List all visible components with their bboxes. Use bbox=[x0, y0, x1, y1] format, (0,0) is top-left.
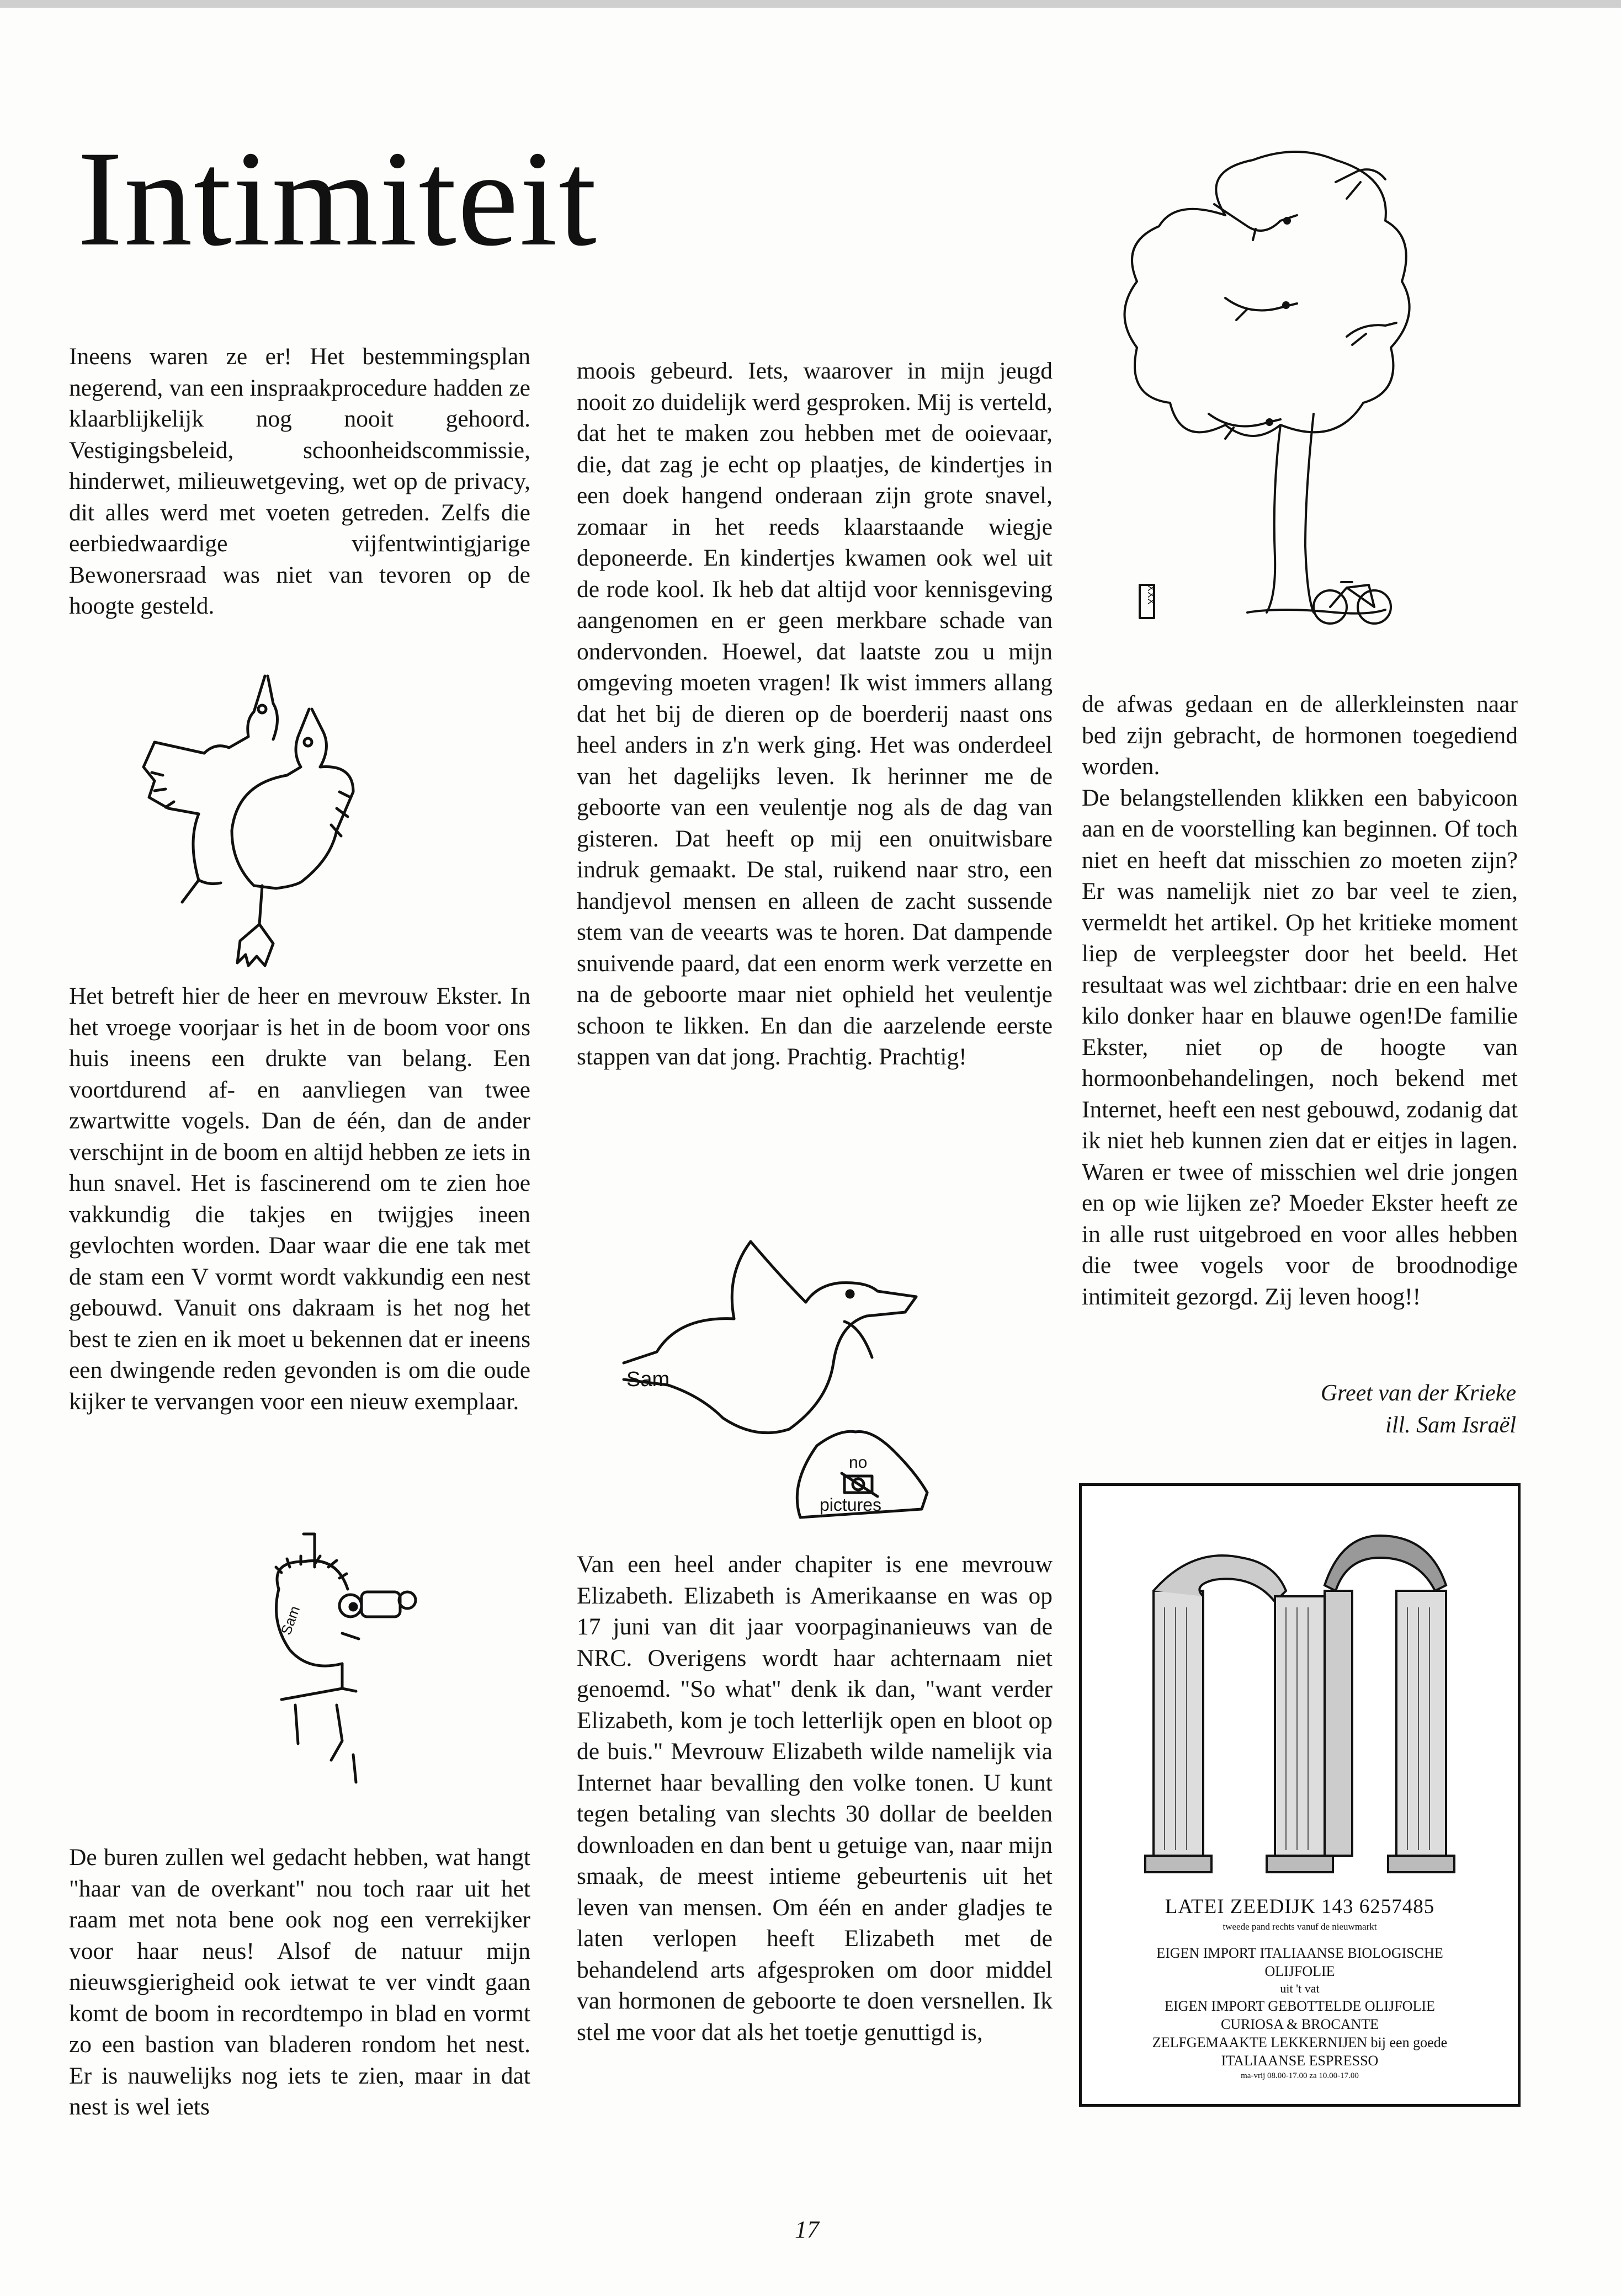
paragraph-magpies: Het betreft hier de heer en mevrouw Ekster. In het vroege voorjaar is het in de boom voor ons huis ineens een drukte van belang. Een voortdurend af- en aanvliegen van twee zwartwitte vogels. Dan de één, dan de ander verschijnt in de boom en altijd hebben ze iets in hun snavel. Het is fascinerend om te zien hoe vakkundig die takjes en twijgjes ineen gevlochten worden. Daar waar die ene tak met de stam een V vormt wordt vakkundig een nest gebouwd. Vanuit ons dakraam is het nog het best te zien en ik moet u bekennen dat er ineens een dwingende reden gevonden is om die oude kijker te vervangen voor een nieuw exemplaar. bbox=[69, 983, 530, 1415]
boy-cap-label: Sam bbox=[277, 1604, 304, 1637]
boy-with-binoculars-illustration bbox=[259, 1523, 447, 1810]
ad-curiosa: CURIOSA & BROCANTE bbox=[1220, 2016, 1379, 2032]
ad-from-barrel: uit 't vat bbox=[1280, 1981, 1320, 1995]
paragraph-intro: Ineens waren ze er! Het bestemmingsplan negerend, van een inspraakprocedure hadden ze klaarblijkelijk nog nooit gehoord. Vestigingsbeleid, schoonheidscommissie, hinderwet, milieuwetgeving, wet op de privacy, dit alles werd met voeten getreden. Zelfs die eerbiedwaardige vijfentwintigjarige Bewonersraad was niet van tevoren op de hoogte gesteld. bbox=[69, 343, 530, 619]
magpie-pair-illustration bbox=[121, 665, 359, 971]
paragraph-dishes: de afwas gedaan en de allerkleinsten naar bed zijn gebracht, de hormonen toegediend worden. bbox=[1082, 691, 1518, 780]
sign-text-pictures: pictures bbox=[820, 1495, 882, 1515]
column-1-magpies bbox=[69, 981, 530, 1417]
article-title: Intimiteit bbox=[77, 122, 598, 274]
article-author: Greet van der Krieke bbox=[1320, 1381, 1516, 1406]
ad-address: LATEI ZEEDIJK 143 6257485 bbox=[1165, 1895, 1435, 1918]
ad-homemade: ZELFGEMAAKTE LEKKERNIJEN bij een goede bbox=[1152, 2034, 1448, 2050]
ad-bottled: EIGEN IMPORT GEBOTTELDE OLIJFOLIE bbox=[1165, 1998, 1435, 2014]
ad-espresso: ITALIAANSE ESPRESSO bbox=[1221, 2053, 1379, 2069]
top-edge bbox=[0, 0, 1621, 8]
column-2-elizabeth bbox=[577, 1549, 1053, 2048]
sign-text-no: no bbox=[849, 1453, 868, 1472]
arches-illustration bbox=[1142, 1525, 1457, 1878]
tree-with-birds-illustration bbox=[1115, 138, 1424, 635]
ad-import-olive: EIGEN IMPORT ITALIAANSE BIOLOGISCHE bbox=[1156, 1945, 1443, 1961]
latei-advertisement bbox=[1079, 1483, 1521, 2107]
box-label: XXX bbox=[1146, 584, 1157, 605]
paragraph-elizabeth: Van een heel ander chapiter is ene mevrouw Elizabeth. Elizabeth is Amerikaanse en was op 17 juni van dit jaar voorpaginanieuws van de NRC. Overigens wordt haar achternaam niet genoemd. "So what" denk ik dan, "want verder Elizabeth, kom je toch letterlijk open en bloot op de buis." Mevrouw Elizabeth wilde namelijk via Internet haar bevalling den volke tonen. U kunt tegen betaling van slechts 30 dollar de beelden downloaden en dan bent u getuige van, naar mijn smaak, de meest intieme gebeurtenis uit het leven van mensen. Om één en ander gladjes te laten verlopen heeft Elizabeth met de behandelend arts afgesproken om door middel van hormonen de geboorte te doen versnellen. Ik stel me voor dat als het toetje genuttigd is, bbox=[577, 1551, 1053, 2045]
ad-directions: tweede pand rechts vanuf de nieuwmarkt bbox=[1223, 1921, 1377, 1932]
column-1-neighbours bbox=[69, 1842, 530, 2123]
ad-olive: OLIJFOLIE bbox=[1264, 1963, 1335, 1979]
ad-opening-hours: ma-vrij 08.00-17.00 za 10.00-17.00 bbox=[1241, 2071, 1359, 2080]
paragraph-baby-icon: De belangstellenden klikken een babyicoon aan en de voorstelling kan beginnen. Of toch niet en heeft dat misschien zo moeten zijn? Er was namelijk niet zo bar veel te zien, vermeldt het artikel. Op het kritieke moment liep de verpleegster door het beeld. Het resultaat was wel zichtbaar: drie en een halve kilo donker haar en blauwe ogen!De familie Ekster, niet op de hoogte van hormoonbehandelingen, noch bekend met Internet, heeft een nest gebouwd, zodanig dat ik niet heb kunnen zien dat er eitjes in lagen. Waren er twee of misschien wel drie jongen en op wie lijken ze? Moeder Ekster heeft ze in alle rust uitgebroed en voor alles hebben die twee vogels voor de broodnodige intimiteit gezorgd. Zij leven hoog!! bbox=[1082, 784, 1518, 1310]
ad-text-block bbox=[1082, 1894, 1518, 2082]
column-1-intro bbox=[69, 341, 530, 622]
paragraph-neighbours: De buren zullen wel gedacht hebben, wat hangt "haar van de overkant" nou toch raar uit het raam met nota bene ook nog een verrekijker voor haar neus! Alsof de natuur mijn nieuwsgierigheid ook ietwat te ver vindt gaan komt de boom in recordtempo in blad en vormt zo een bastion van bladeren rondom het nest. Er is nauwelijks nog iets te zien, maar in dat nest is wel iets bbox=[69, 1844, 530, 2120]
paragraph-stork: moois gebeurd. Iets, waarover in mijn jeugd nooit zo duidelijk werd gesproken. Mij is verteld, dat het te maken zou hebben met de ooievaar, die, dat zag je echt op plaatjes, de kindertjes in een doek hangend onderaan zijn grote snavel, zomaar in het reeds klaarstaande wiegje deponeerde. En kindertjes kwamen ook wel uit de rode kool. Ik heb dat altijd voor kennisgeving aangenomen en er geen merkbare schade van ondervonden. Hoewel, dat laatste zou u mijn omgeving moeten vragen! Ik wist immers allang dat het bij de dieren op de boerderij naast ons heel anders in z'n werk ging. Het was onderdeel van het dagelijks leven. Ik herinner me de geboorte van een veulentje nog als de dag van gisteren. Dat heeft op mij een onuitwisbare indruk gemaakt. De stal, ruikend naar stro, een handjevol mensen en alleen de zacht sussende stem van de veearts was te horen. Dat dampende snuivende paard, dat een enorm werk verzette en na de geboorte maar niet ophield het veulentje schoon te likken. En dan die aarzelende eerste stappen van dat jong. Prachtig. Prachtig! bbox=[577, 358, 1053, 1070]
column-3-continued bbox=[1082, 689, 1518, 1312]
bird-wing-label: Sam bbox=[626, 1368, 670, 1391]
column-2-stork bbox=[577, 355, 1053, 1073]
article-illustrator: ill. Sam Israël bbox=[1385, 1413, 1516, 1438]
flying-bird-no-pictures-illustration bbox=[607, 1230, 1005, 1528]
page-number: 17 bbox=[795, 2216, 819, 2243]
